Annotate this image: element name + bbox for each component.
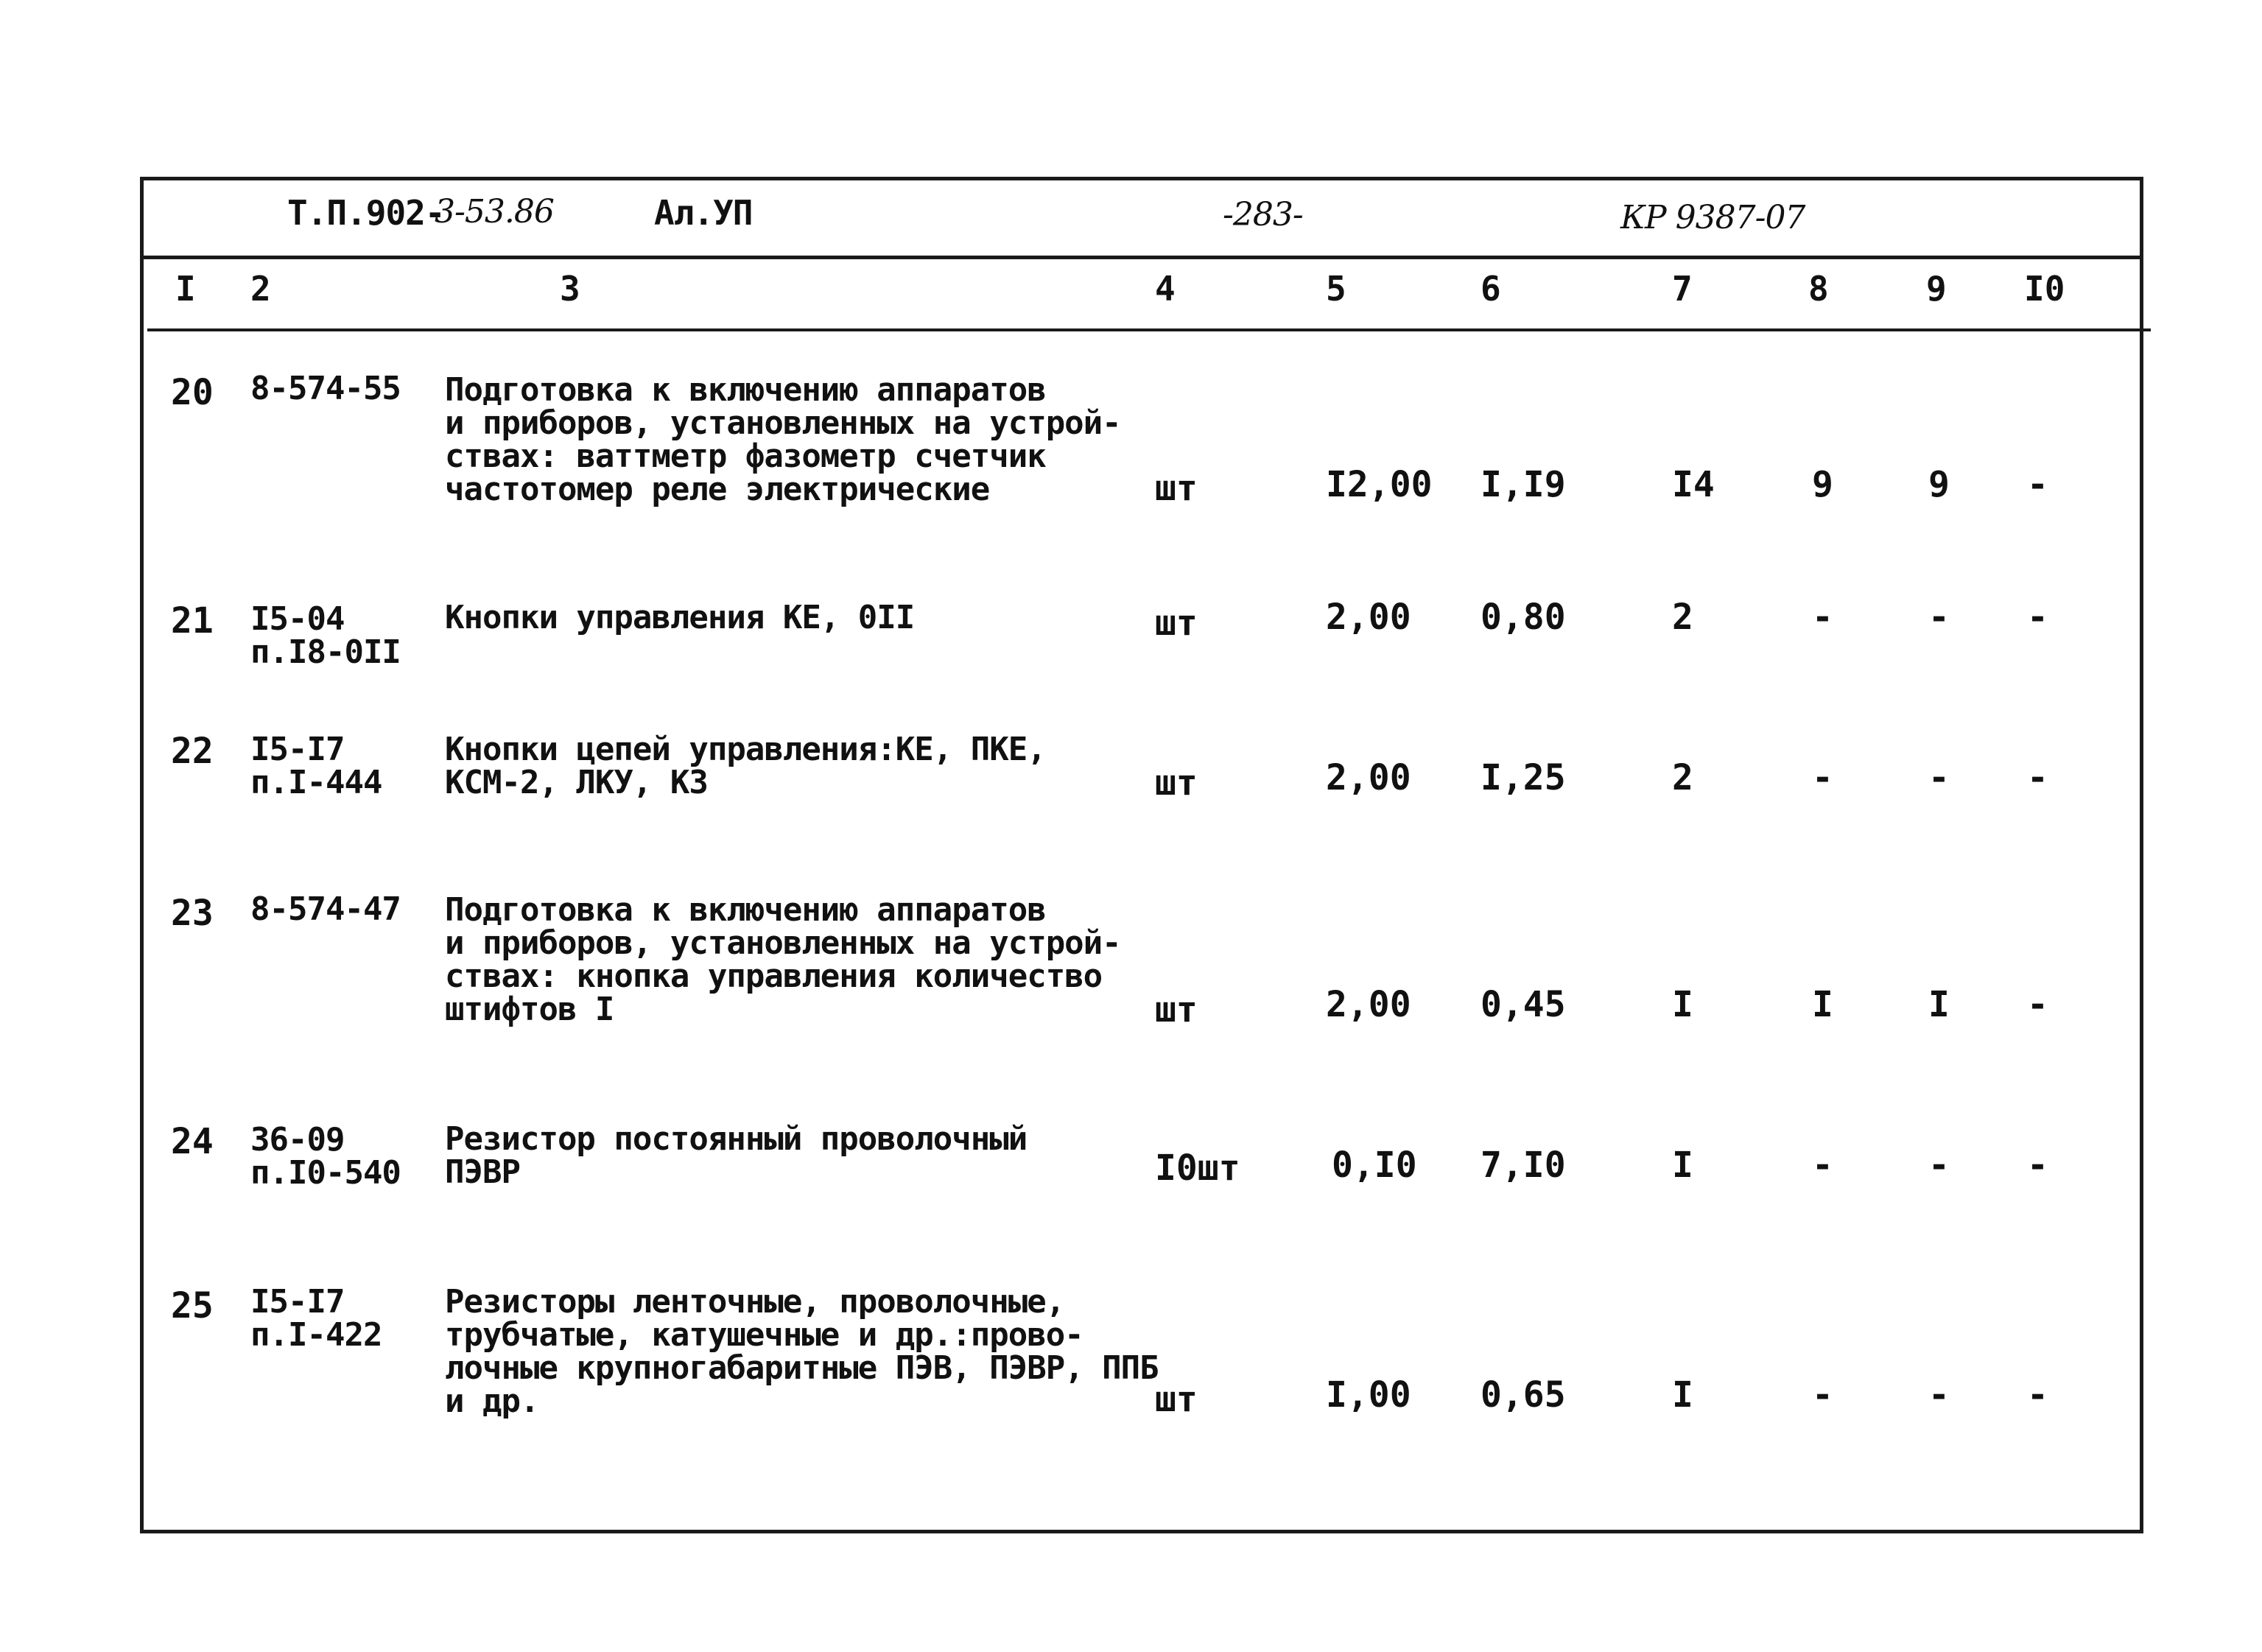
- row-number: 22: [171, 731, 214, 772]
- value-col-10: -: [2027, 1374, 2048, 1416]
- value-col-6: I,I9: [1481, 464, 1566, 505]
- description-line: ствах: кнопка управления количество: [445, 957, 1103, 995]
- column-header-1: I: [175, 269, 196, 309]
- value-col-6: 7,I0: [1481, 1145, 1566, 1186]
- doc-code: Т.П.902-: [287, 193, 445, 233]
- page-number: -283-: [1223, 196, 1303, 233]
- description-line: и приборов, установленных на устрой-: [445, 924, 1121, 962]
- rate-code-line: I5-I7: [250, 731, 345, 768]
- value-col-10: -: [2027, 464, 2048, 505]
- value-col-6: 0,80: [1481, 597, 1566, 638]
- value-col-9: I: [1928, 984, 1950, 1025]
- value-col-7: I: [1672, 984, 1693, 1025]
- column-header-5: 5: [1326, 269, 1346, 309]
- album-label: Ал.УП: [654, 193, 753, 233]
- value-col-8: -: [1812, 757, 1833, 798]
- row-number: 21: [171, 600, 214, 642]
- value-col-7: 2: [1672, 597, 1693, 638]
- column-header-2: 2: [250, 269, 271, 309]
- value-col-9: -: [1928, 597, 1950, 638]
- description-line: Резистор постоянный проволочный: [445, 1120, 1028, 1158]
- description: [445, 373, 1121, 506]
- description-line: ПЭВР: [445, 1153, 520, 1191]
- unit: шт: [1155, 1379, 1198, 1420]
- rate-code-line: 8-574-47: [250, 890, 401, 928]
- rate-code: [250, 890, 401, 928]
- unit: шт: [1155, 762, 1198, 804]
- rate-code-line: п.I-422: [250, 1316, 382, 1354]
- description-line: лочные крупногабаритные ПЭВ, ПЭВР, ППБ: [445, 1349, 1159, 1387]
- column-header-10: I0: [2024, 269, 2065, 309]
- description: [445, 893, 1121, 1026]
- description-line: и приборов, установленных на устрой-: [445, 404, 1121, 442]
- unit: шт: [1155, 989, 1198, 1030]
- value-col-7: I4: [1672, 464, 1715, 505]
- rate-code-line: п.I8-0II: [250, 633, 401, 671]
- column-header-divider: [147, 328, 2151, 331]
- archive-number: КР 9387-07: [1620, 199, 1805, 236]
- value-col-8: 9: [1812, 464, 1833, 505]
- description-line: и др.: [445, 1382, 539, 1420]
- rate-code-line: 8-574-55: [250, 370, 401, 407]
- description: [445, 1285, 1159, 1418]
- value-col-9: 9: [1928, 464, 1950, 505]
- description-line: штифтов I: [445, 991, 614, 1028]
- description-line: КСМ-2, ЛКУ, КЗ: [445, 764, 708, 801]
- quantity: 2,00: [1326, 597, 1411, 638]
- column-header-8: 8: [1808, 269, 1829, 309]
- quantity: I,00: [1326, 1374, 1411, 1416]
- description-line: ствах: ваттметр фазометр счетчик: [445, 437, 1046, 475]
- description: [445, 733, 1046, 799]
- description-line: частотомер реле электрические: [445, 471, 990, 508]
- value-col-8: -: [1812, 1145, 1833, 1186]
- quantity: 2,00: [1326, 757, 1411, 798]
- description-line: трубчатые, катушечные и др.:прово-: [445, 1316, 1083, 1354]
- doc-code-handwritten: 3-53.86: [435, 193, 554, 231]
- description: [445, 1122, 1027, 1189]
- row-number: 25: [171, 1285, 214, 1326]
- value-col-6: 0,45: [1481, 984, 1566, 1025]
- unit: I0шт: [1155, 1147, 1240, 1189]
- rate-code: [250, 372, 401, 405]
- column-header-6: 6: [1481, 269, 1501, 309]
- value-col-10: -: [2027, 757, 2048, 798]
- description: [445, 601, 914, 634]
- rate-code-line: п.I0-540: [250, 1154, 401, 1192]
- description-line: Кнопки управления КЕ, 0II: [445, 599, 915, 636]
- value-col-10: -: [2027, 1145, 2048, 1186]
- header-divider: [140, 256, 2143, 259]
- value-col-7: I: [1672, 1145, 1693, 1186]
- row-number: 24: [171, 1121, 214, 1162]
- value-col-9: -: [1928, 757, 1950, 798]
- value-col-10: -: [2027, 597, 2048, 638]
- rate-code: [250, 733, 382, 799]
- rate-code-line: 36-09: [250, 1121, 345, 1159]
- rate-code-line: I5-04: [250, 600, 345, 638]
- column-header-4: 4: [1155, 269, 1176, 309]
- description-line: Подготовка к включению аппаратов: [445, 891, 1046, 929]
- rate-code: [250, 1121, 401, 1192]
- description-line: Кнопки цепей управления:КЕ, ПКЕ,: [445, 731, 1046, 768]
- description-line: Подготовка к включению аппаратов: [445, 371, 1046, 409]
- rate-code: [250, 1285, 382, 1352]
- row-number: 23: [171, 893, 214, 934]
- value-col-6: 0,65: [1481, 1374, 1566, 1416]
- column-header-9: 9: [1926, 269, 1947, 309]
- column-header-7: 7: [1672, 269, 1693, 309]
- value-col-7: I: [1672, 1374, 1693, 1416]
- unit: шт: [1155, 602, 1198, 644]
- rate-code-line: I5-I7: [250, 1283, 345, 1321]
- value-col-7: 2: [1672, 757, 1693, 798]
- unit: шт: [1155, 468, 1198, 509]
- description-line: Резисторы ленточные, проволочные,: [445, 1283, 1065, 1321]
- value-col-6: I,25: [1481, 757, 1566, 798]
- rate-code-line: п.I-444: [250, 764, 382, 801]
- value-col-8: I: [1812, 984, 1833, 1025]
- value-col-9: -: [1928, 1145, 1950, 1186]
- value-col-8: -: [1812, 597, 1833, 638]
- value-col-9: -: [1928, 1374, 1950, 1416]
- column-header-3: 3: [560, 269, 580, 309]
- quantity: 2,00: [1326, 984, 1411, 1025]
- value-col-10: -: [2027, 984, 2048, 1025]
- rate-code: [250, 602, 401, 669]
- quantity: 0,I0: [1332, 1145, 1417, 1186]
- quantity: I2,00: [1326, 464, 1433, 505]
- value-col-8: -: [1812, 1374, 1833, 1416]
- row-number: 20: [171, 372, 214, 413]
